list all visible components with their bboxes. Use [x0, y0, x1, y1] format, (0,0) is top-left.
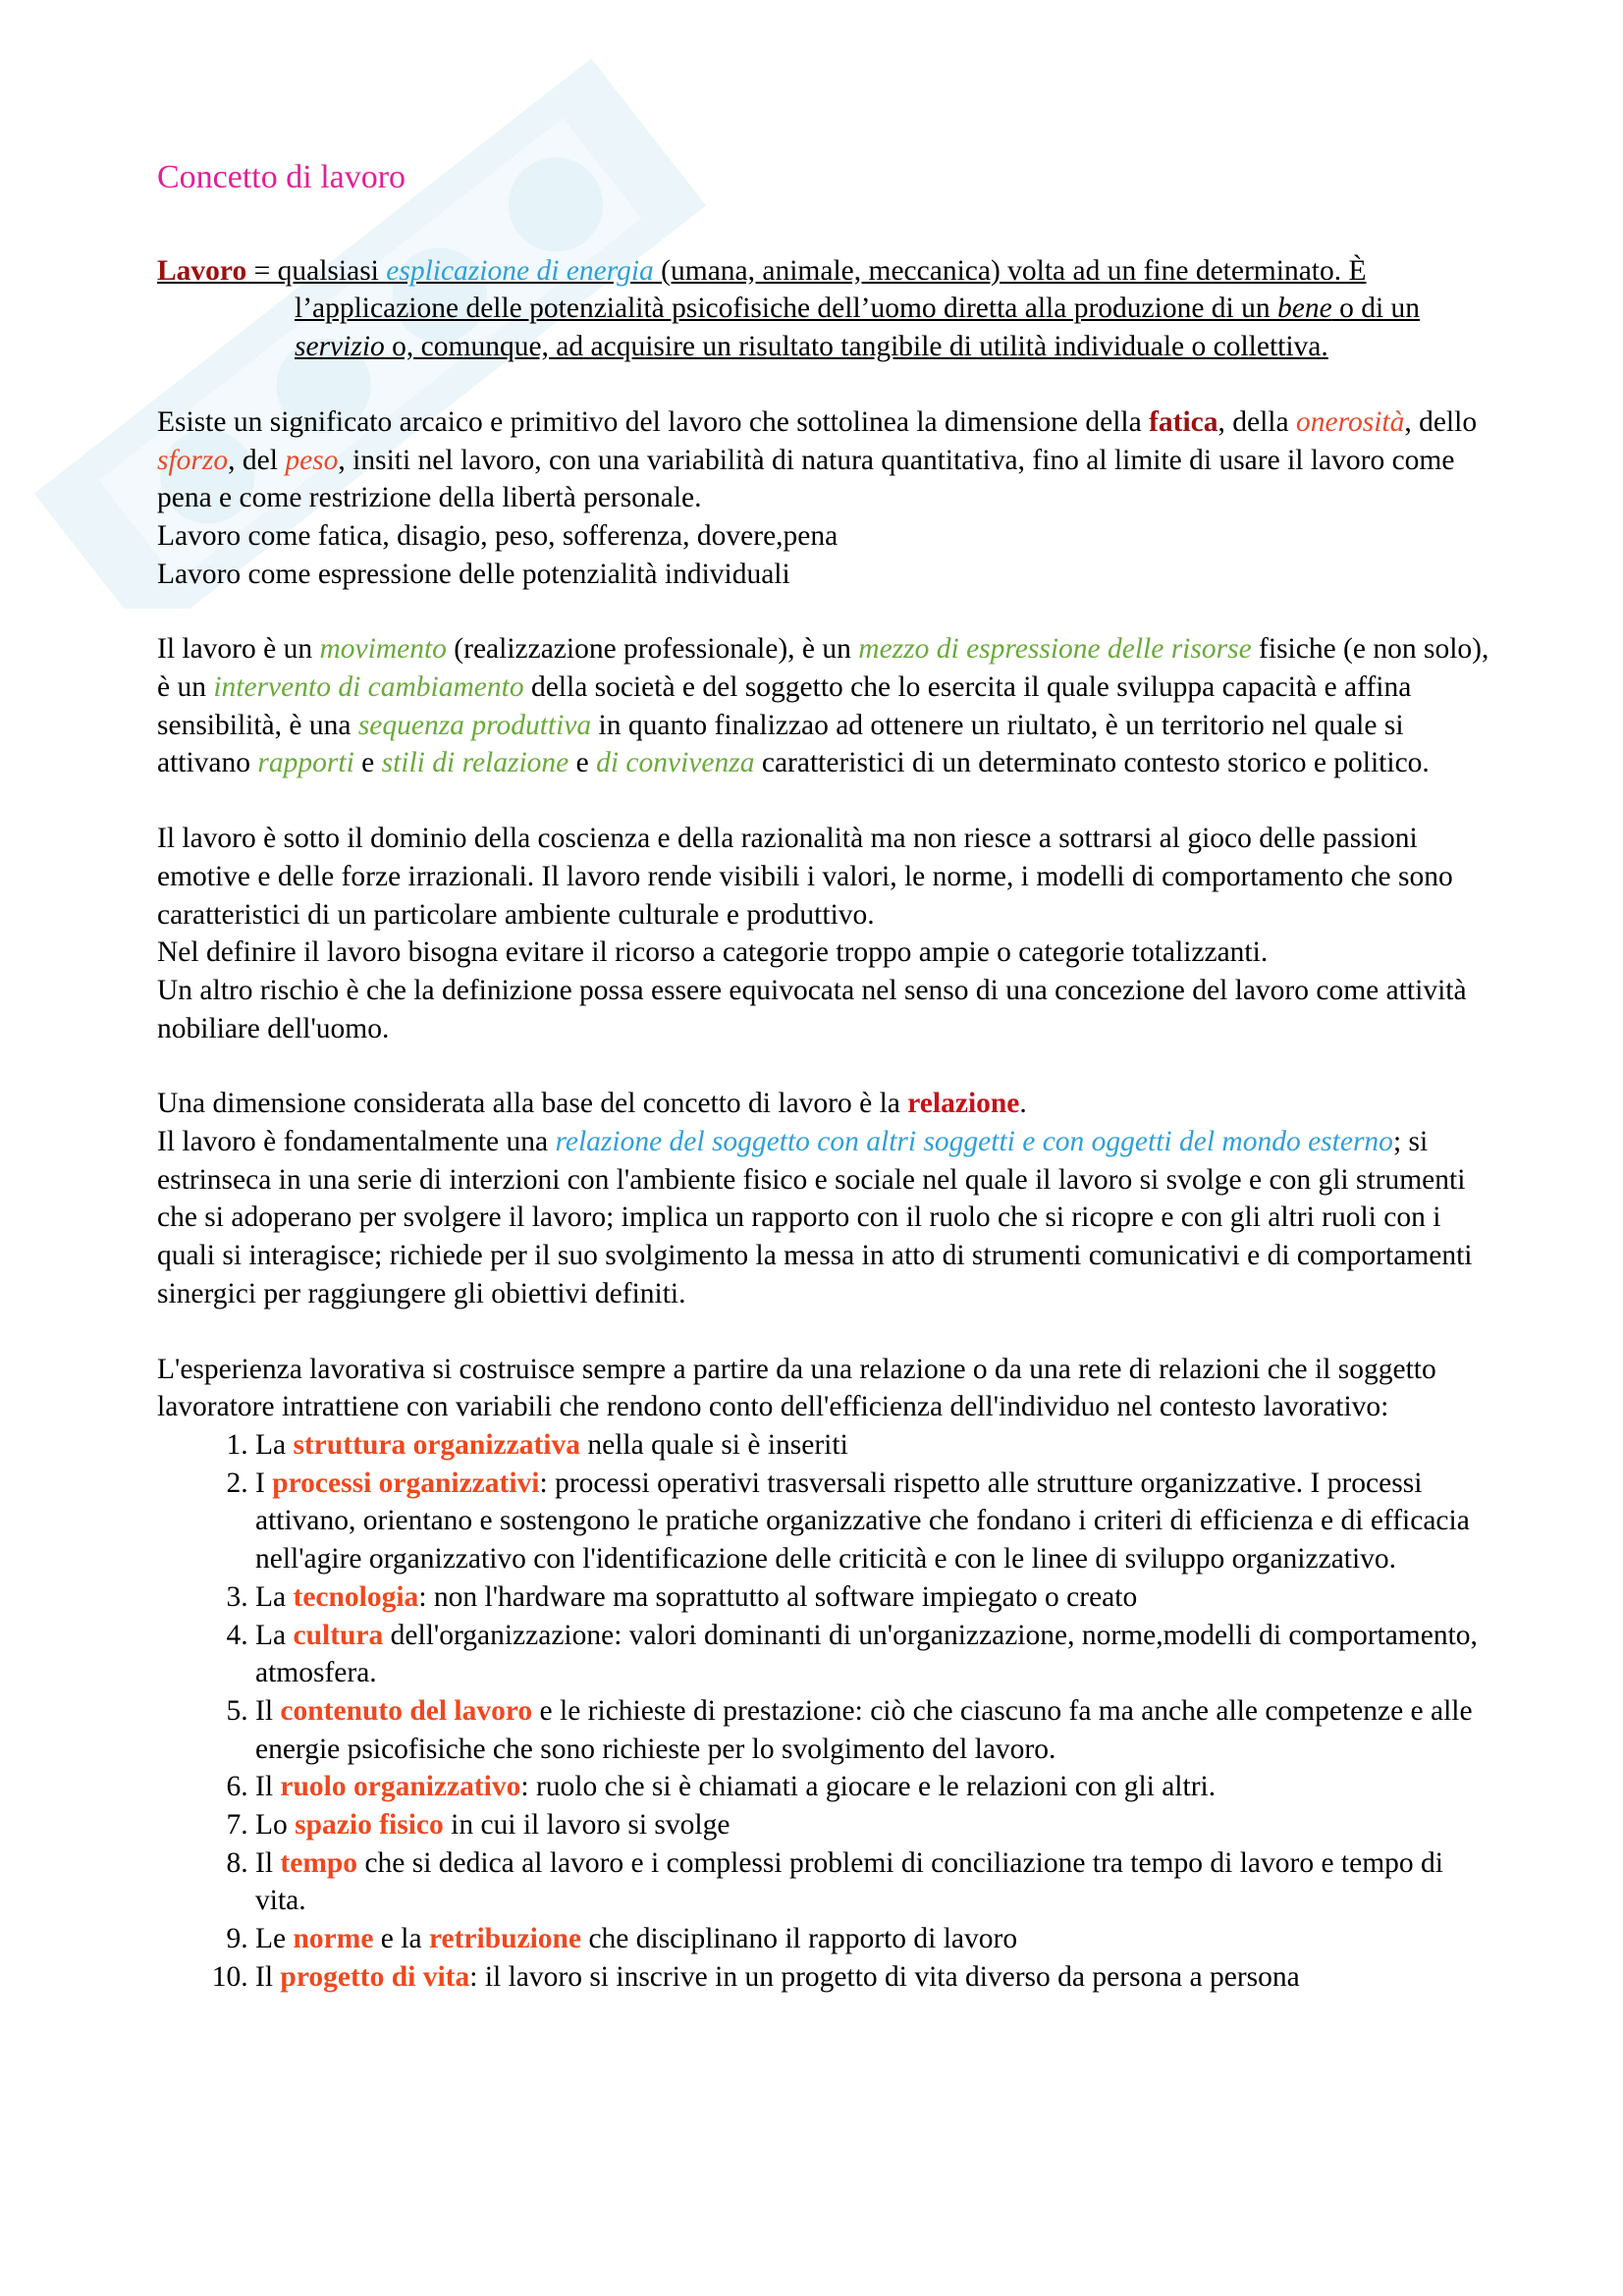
list-item: 1. La struttura organizzativa nella quale si è inseriti	[255, 1426, 1492, 1465]
definition-label: Lavoro	[157, 254, 247, 287]
list-item: 5. Il contenuto del lavoro e le richieste di prestazione: ciò che ciascuno fa ma anche alle competenze e alle energie psicofisiche che sono richieste per lo svolgimento del lavoro.	[255, 1692, 1492, 1768]
emphasis-servizio: servizio	[295, 331, 385, 363]
paragraph-categorie: Nel definire il lavoro bisogna evitare il ricorso a categorie troppo ampie o categorie totalizzanti.	[157, 936, 1269, 969]
variables-list	[157, 1426, 1492, 1997]
definition-paragraph: Lavoro = qualsiasi esplicazione di energia (umana, animale, meccanica) volta ad un fine determinato. È l’applicazione delle potenzialità psicofisiche dell’uomo diretta alla produzione di un bene o di un servizio o, comunque, ad acquisire un risultato tangibile di utilità individuale o collettiva.	[157, 254, 1421, 363]
list-item: 4. La cultura dell'organizzazione: valori dominanti di un'organizzazione, norme,modelli di comportamento, atmosfera.	[255, 1617, 1492, 1692]
list-item: 6. Il ruolo organizzativo: ruolo che si è chiamati a giocare e le relazioni con gli altri.	[255, 1768, 1492, 1806]
paragraph-coscienza: Il lavoro è sotto il dominio della coscienza e della razionalità ma non riesce a sottrarsi al gioco delle passioni emotive e delle forze irrazionali. Il lavoro rende visibili i valori, le norme, i modelli di comportamento che sono caratteristici di un particolare ambiente culturale e produttivo.	[157, 823, 1453, 931]
line-espressione: Lavoro come espressione delle potenzialità individuali	[157, 558, 790, 590]
document-body	[157, 147, 1492, 1997]
list-item: 9. Le norme e la retribuzione che disciplinano il rapporto di lavoro	[255, 1920, 1492, 1958]
highlight-energy: esplicazione di energia	[386, 254, 654, 287]
paragraph-dimensione: Una dimensione considerata alla base del concetto di lavoro è la relazione.	[157, 1088, 1027, 1120]
paragraph-movimento: Il lavoro è un movimento (realizzazione professionale), è un mezzo di espressione delle risorse fisiche (e non solo), è un intervento di cambiamento della società e del soggetto che lo esercita il quale sviluppa capacità e affina sensibilità, è una sequenza produttiva in quanto finalizzao ad ottenere un riultato, è un territorio nel quale si attivano rapporti e stili di relazione e di convivenza caratteristici di un determinato contesto storico e politico.	[157, 633, 1489, 779]
list-item: 8. Il tempo che si dedica al lavoro e i complessi problemi di conciliazione tra tempo di lavoro e tempo di vita.	[255, 1844, 1492, 1920]
list-item: 2. I processi organizzativi: processi operativi trasversali rispetto alle strutture organizzative. I processi attivano, orientano e sostengono le pratiche organizzative che fondano i criteri di efficienza e di efficacia nell'agire organizzativo con l'identificazione delle criticità e con le linee di sviluppo organizzativo.	[255, 1465, 1492, 1578]
list-item: 3. La tecnologia: non l'hardware ma soprattutto al software impiegato o creato	[255, 1578, 1492, 1617]
paragraph-relazione: Il lavoro è fondamentalmente una relazione del soggetto con altri soggetti e con oggetti del mondo esterno; si estrinseca in una serie di interzioni con l'ambiente fisico e sociale nel quale il lavoro si svolge e con gli strumenti che si adoperano per svolgere il lavoro; implica un rapporto con il ruolo che si ricopre e con gli altri ruoli con i quali si interagisce; richiede per il suo svolgimento la messa in atto di strumenti comunicativi e di comportamenti sinergici per raggiungere gli obiettivi definiti.	[157, 1126, 1473, 1309]
keyword-fatica: fatica	[1149, 405, 1218, 438]
paragraph-esperienza: L'esperienza lavorativa si costruisce sempre a partire da una relazione o da una rete di relazioni che il soggetto lavoratore intrattiene con variabili che rendono conto dell'efficienza dell'individuo nel contesto lavorativo:	[157, 1353, 1436, 1423]
keyword-relazione: relazione	[907, 1088, 1020, 1120]
line-fatica: Lavoro come fatica, disagio, peso, sofferenza, dovere,pena	[157, 519, 839, 552]
list-item: 7. Lo spazio fisico in cui il lavoro si svolge	[255, 1806, 1492, 1844]
page-title: Concetto di lavoro	[157, 159, 406, 195]
list-item: 10. Il progetto di vita: il lavoro si inscrive in un progetto di vita diverso da persona a persona	[255, 1958, 1492, 1997]
emphasis-bene: bene	[1277, 293, 1332, 325]
paragraph-rischio: Un altro rischio è che la definizione possa essere equivocata nel senso di una concezione del lavoro come attività nobiliare dell'uomo.	[157, 974, 1467, 1044]
paragraph-arcaico: Esiste un significato arcaico e primitivo del lavoro che sottolinea la dimensione della fatica, della onerosità, dello sforzo, del peso, insiti nel lavoro, con una variabilità di natura quantitativa, fino al limite di usare il lavoro come pena e come restrizione della libertà personale.	[157, 405, 1478, 514]
